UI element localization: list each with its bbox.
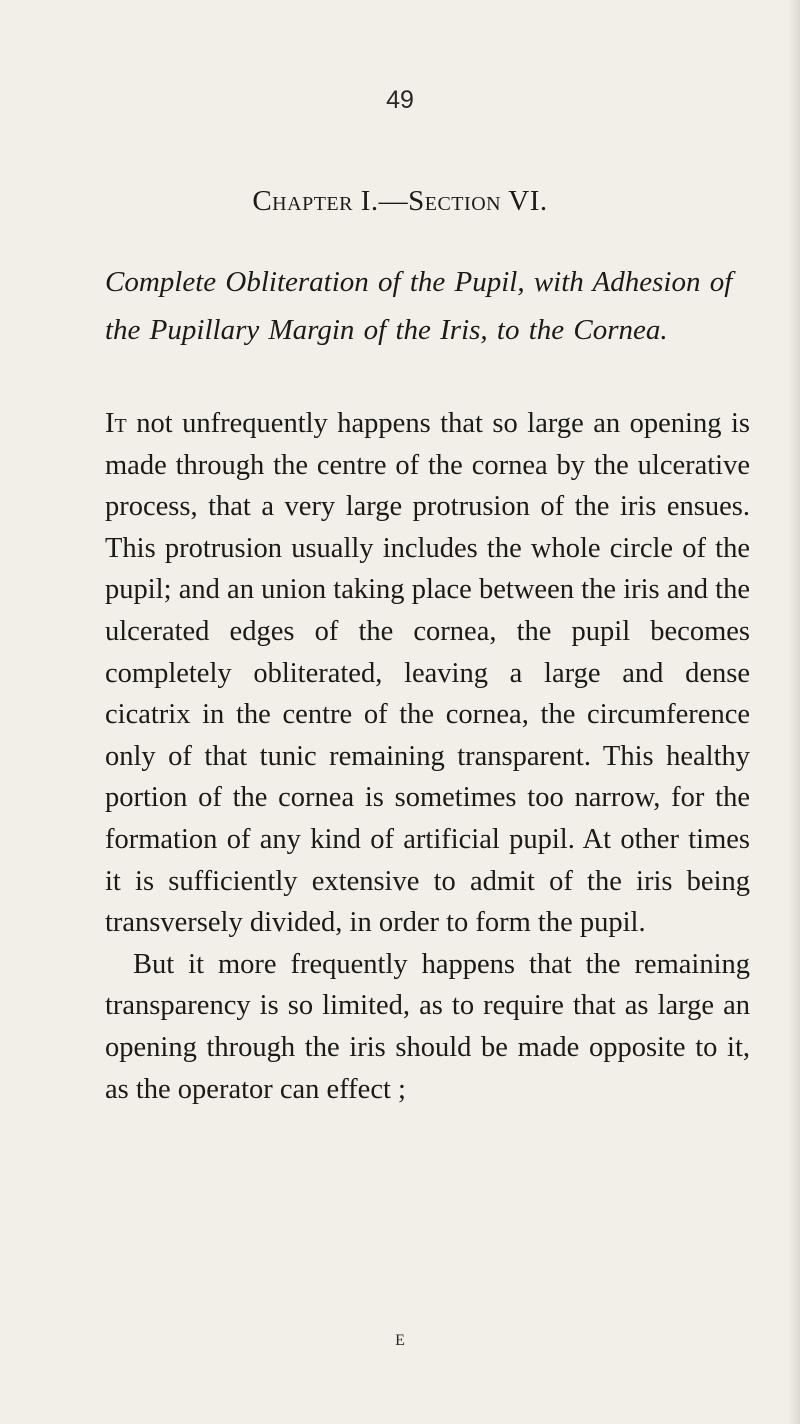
signature-mark: E [395,1332,405,1349]
paragraph-2: But it more frequently happens that the remaining transparency is so limited, as to require that as large an opening through the iris should be made opposite to it, as the operator can effect ; [105,948,750,1105]
section-title: Complete Obliteration of the Pupil, with Adhesion of the Pupillary Margin of the Iris, to the Cornea. [105,266,733,346]
paragraph-1-text: not unfrequently happens that so large an opening is made through the centre of the cornea by the ulcerative process, that a very large protrusion of the iris ensues. This protrusion usually includes the whole circle of the pupil; and an union taking place between the iris and the ulcerated edges of the cornea, the pupil becomes completely obliterated, leaving a large and dense cicatrix in the centre of the cornea, the circumference only of that tunic remaining transparent. This healthy portion of the cornea is sometimes too narrow, for the formation of any kind of artificial pupil. At other times it is sufficiently extensive to admit of the iris being transversely divided, in order to form the pupil. [105,408,750,939]
paragraph-1-lead: It [105,408,127,439]
body-text [105,403,750,1110]
page-edge-shadow [788,0,800,1424]
paragraph-1 [105,403,750,944]
chapter-heading: Chapter I.—Section VI. [252,185,548,217]
page-number: 49 [386,86,414,114]
